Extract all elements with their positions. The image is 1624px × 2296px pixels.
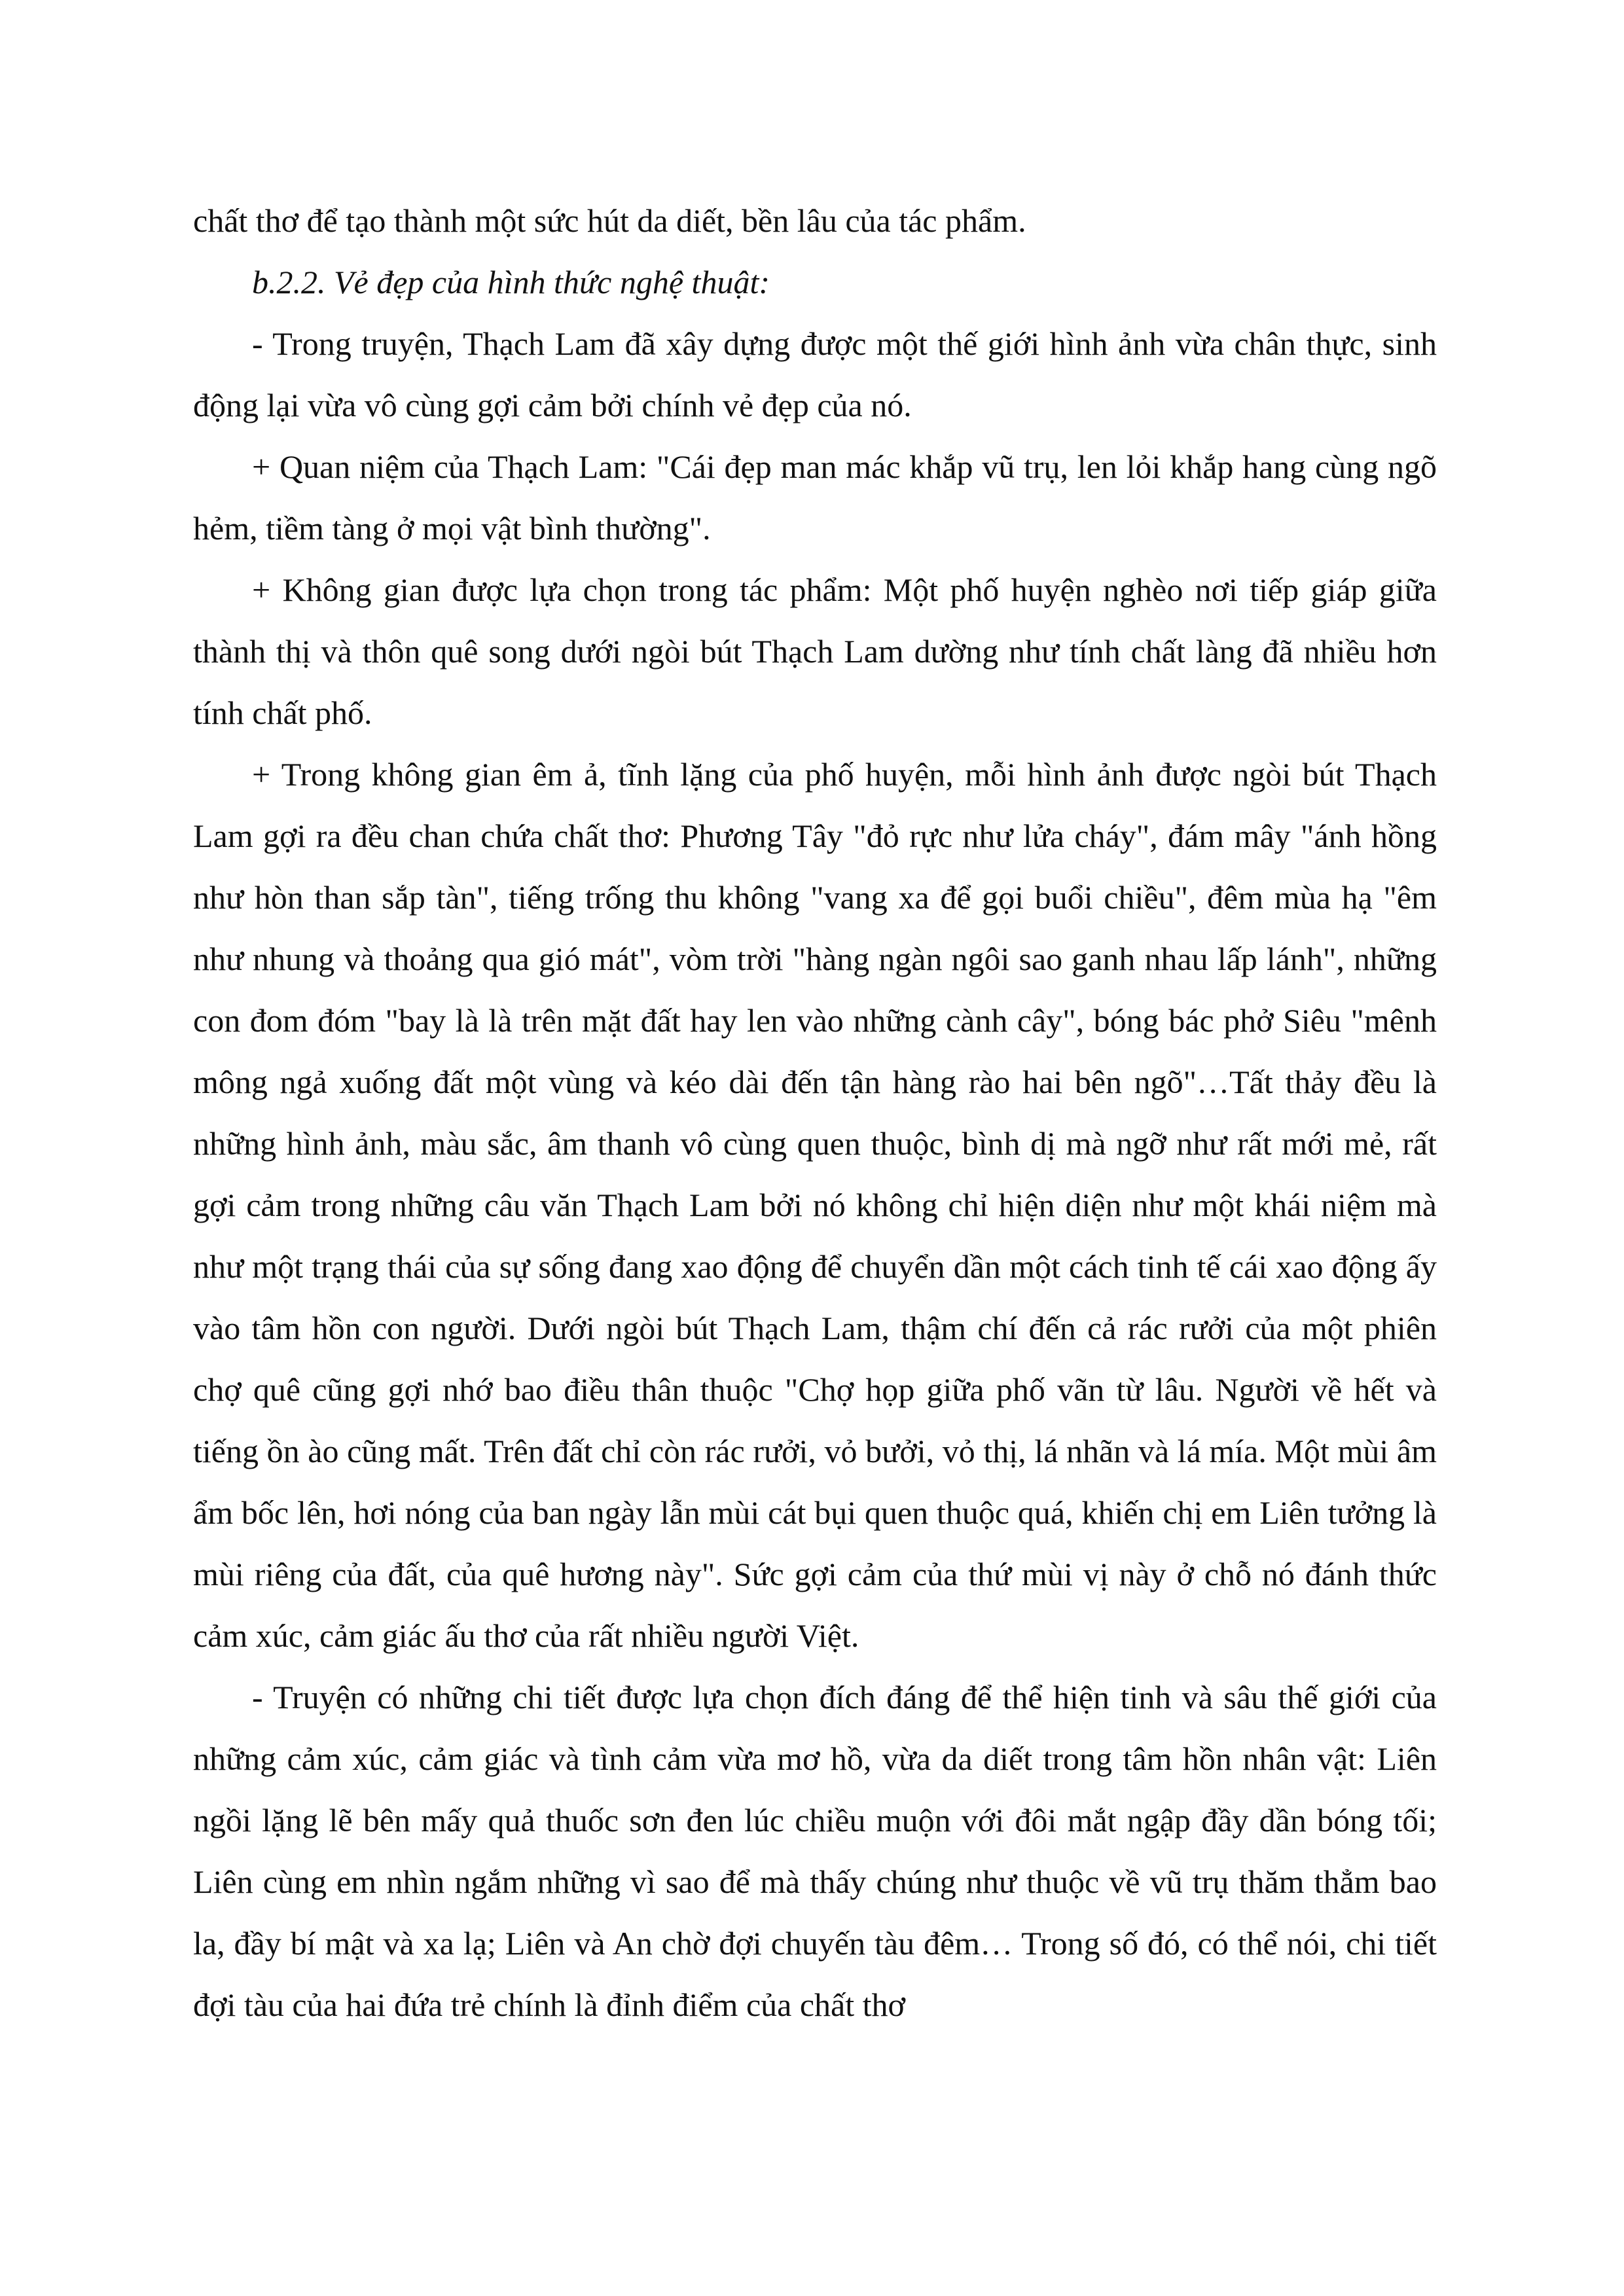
paragraph-image-world: - Trong truyện, Thạch Lam đã xây dựng được một thế giới hình ảnh vừa chân thực, sinh động lại vừa vô cùng gợi cảm bởi chính vẻ đẹp của nó.: [193, 325, 1437, 423]
document-page: [193, 190, 1437, 2036]
paragraph-continuation: chất thơ để tạo thành một sức hút da diết, bền lâu của tác phẩm.: [193, 202, 1026, 239]
paragraph-details: - Truyện có những chi tiết được lựa chọn đích đáng để thể hiện tinh và sâu thế giới của những cảm xúc, cảm giác và tình cảm vừa mơ hồ, vừa da diết trong tâm hồn nhân vật: Liên ngồi lặng lẽ bên mấy quả thuốc sơn đen lúc chiều muộn với đôi mắt ngập đầy dần bóng tối; Liên cùng em nhìn ngắm những vì sao để mà thấy chúng như thuộc về vũ trụ thăm thẳm bao la, đầy bí mật và xa lạ; Liên và An chờ đợi chuyến tàu đêm… Trong số đó, có thể nói, chi tiết đợi tàu của hai đứa trẻ chính là đỉnh điểm của chất thơ: [193, 1679, 1437, 2023]
paragraph-poetic-images: + Trong không gian êm ả, tĩnh lặng của phố huyện, mỗi hình ảnh được ngòi bút Thạch Lam gợi ra đều chan chứa chất thơ: Phương Tây "đỏ rực như lửa cháy", đám mây "ánh hồng như hòn than sắp tàn", tiếng trống thu không "vang xa để gọi buổi chiều", đêm mùa hạ "êm như nhung và thoảng qua gió mát", vòm trời "hàng ngàn ngôi sao ganh nhau lấp lánh", những con đom đóm "bay là là trên mặt đất hay len vào những cành cây", bóng bác phở Siêu "mênh mông ngả xuống đất một vùng và kéo dài đến tận hàng rào hai bên ngõ"…Tất thảy đều là những hình ảnh, màu sắc, âm thanh vô cùng quen thuộc, bình dị mà ngỡ như rất mới mẻ, rất gợi cảm trong những câu văn Thạch Lam bởi nó không chỉ hiện diện như một khái niệm mà như một trạng thái của sự sống đang xao động để chuyển dần một cách tinh tế cái xao động ấy vào tâm hồn con người. Dưới ngòi bút Thạch Lam, thậm chí đến cả rác rưởi của một phiên chợ quê cũng gợi nhớ bao điều thân thuộc "Chợ họp giữa phố vãn từ lâu. Người về hết và tiếng ồn ào cũng mất. Trên đất chỉ còn rác rưởi, vỏ bưởi, vỏ thị, lá nhãn và lá mía. Một mùi âm ẩm bốc lên, hơi nóng của ban ngày lẫn mùi cát bụi quen thuộc quá, khiến chị em Liên tưởng là mùi riêng của đất, của quê hương này". Sức gợi cảm của thứ mùi vị này ở chỗ nó đánh thức cảm xúc, cảm giác ấu thơ của rất nhiều người Việt.: [193, 756, 1437, 1654]
section-heading: b.2.2. Vẻ đẹp của hình thức nghệ thuật:: [252, 264, 770, 300]
paragraph-beauty-concept: + Quan niệm của Thạch Lam: "Cái đẹp man mác khắp vũ trụ, len lỏi khắp hang cùng ngõ hẻm, tiềm tàng ở mọi vật bình thường".: [193, 448, 1437, 547]
paragraph-space: + Không gian được lựa chọn trong tác phẩm: Một phố huyện nghèo nơi tiếp giáp giữa thành thị và thôn quê song dưới ngòi bút Thạch Lam dường như tính chất làng đã nhiều hơn tính chất phố.: [193, 571, 1437, 731]
